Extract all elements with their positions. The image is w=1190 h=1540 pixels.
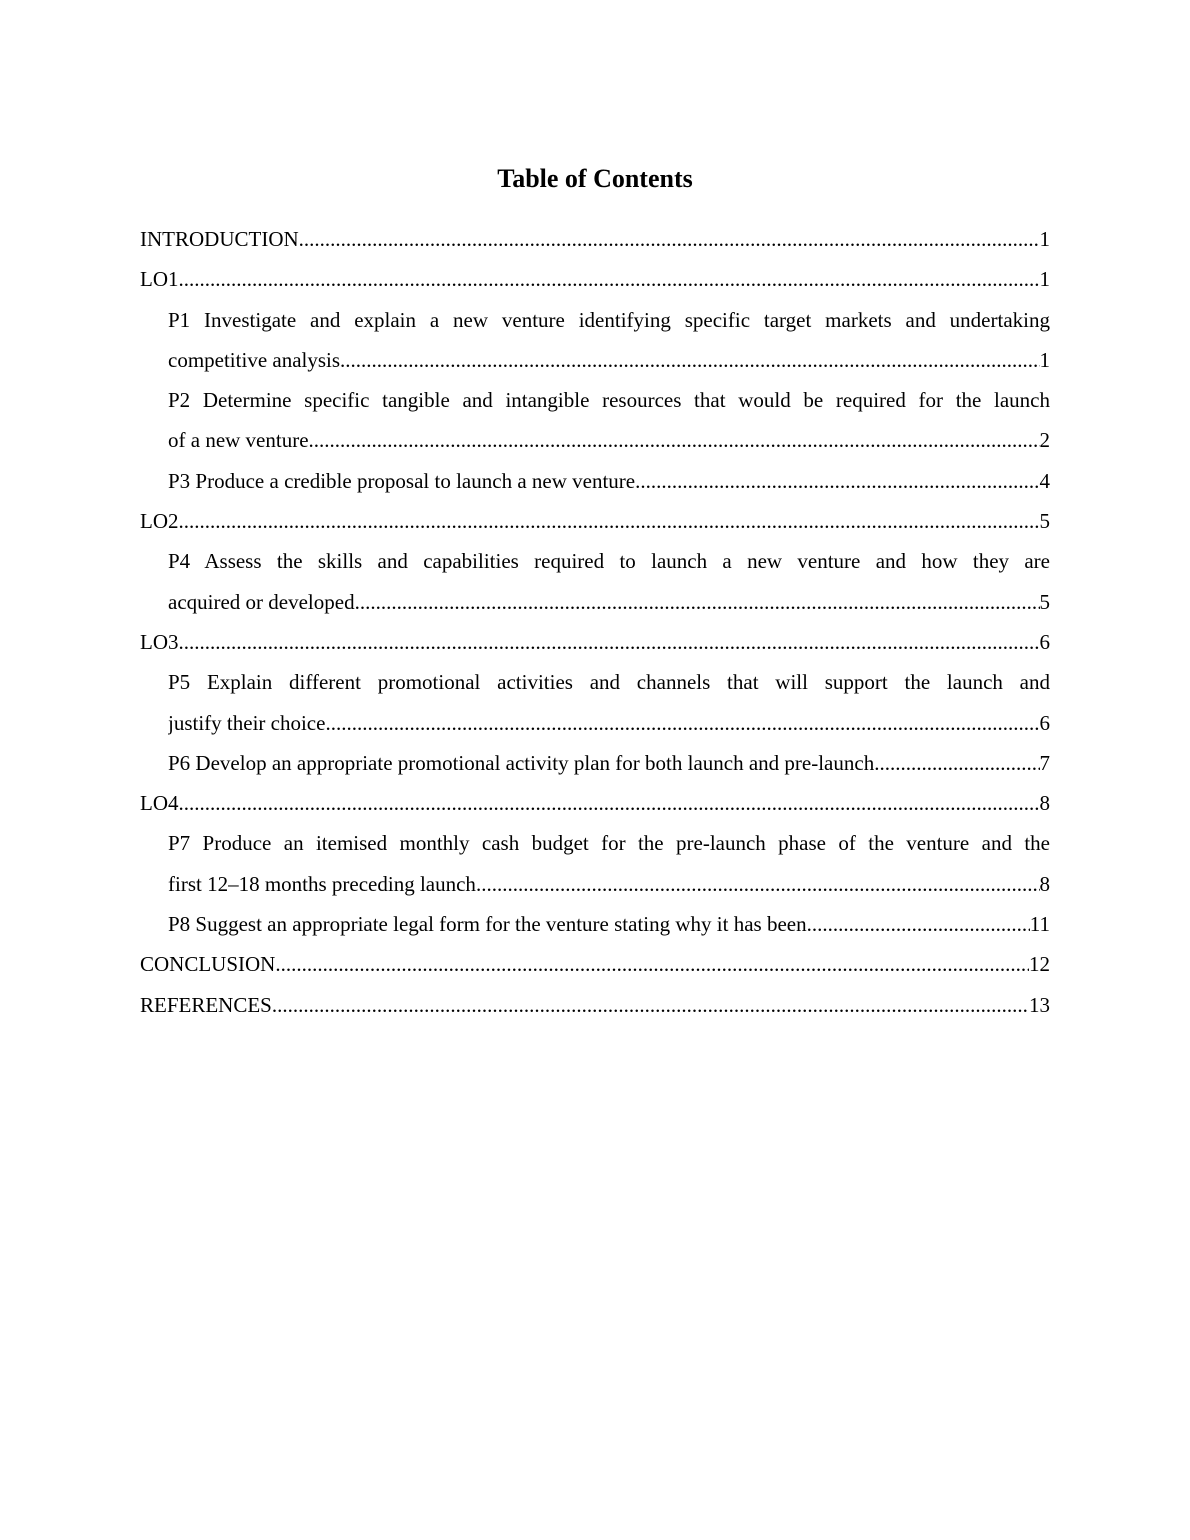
dot-leader	[325, 703, 1039, 743]
toc-page-number: 6	[1039, 629, 1050, 654]
dot-leader	[635, 461, 1039, 501]
toc-entry-label: LO2	[140, 509, 179, 534]
dot-leader	[355, 582, 1040, 622]
toc-entry-lo4[interactable]	[140, 783, 1050, 823]
dot-leader	[309, 420, 1040, 460]
toc-entry-p3[interactable]	[140, 461, 1050, 501]
toc-page-number: 5	[1039, 509, 1050, 534]
toc-entry-p8[interactable]	[140, 904, 1050, 944]
toc-entry-lo3[interactable]	[140, 622, 1050, 662]
toc-entry-references[interactable]	[140, 985, 1050, 1025]
toc-entry-label-line1: P5 Explain different promotional activities and channels that will support the launch and	[168, 670, 1050, 695]
dot-leader	[272, 985, 1029, 1025]
toc-page-number: 6	[1039, 710, 1050, 735]
toc-page-number: 1	[1039, 347, 1050, 372]
page-title: Table of Contents	[497, 164, 693, 193]
toc-entry-label: LO4	[140, 791, 179, 816]
toc-entry-p2[interactable]	[140, 380, 1050, 461]
toc-entry-label-line1: P7 Produce an itemised monthly cash budget for the pre-launch phase of the venture and the	[168, 831, 1050, 856]
toc-entry-p4[interactable]	[140, 541, 1050, 622]
dot-leader	[476, 864, 1040, 904]
toc-entry-label-line1: P2 Determine specific tangible and intangible resources that would be required for the launch	[168, 388, 1050, 413]
toc-entry-label: P6 Develop an appropriate promotional activity plan for both launch and pre-launch	[168, 750, 875, 775]
toc-entry-label: LO3	[140, 629, 179, 654]
toc-entry-label: CONCLUSION	[140, 952, 276, 977]
dot-leader	[340, 340, 1039, 380]
toc-entry-label-line2: competitive analysis	[168, 347, 341, 372]
toc-entry-label-line2: acquired or developed	[168, 589, 355, 614]
toc-page-number: 12	[1029, 952, 1050, 977]
toc-page-number: 8	[1039, 871, 1050, 896]
toc-page-number: 1	[1039, 227, 1050, 251]
toc-entry-lo2[interactable]	[140, 501, 1050, 541]
toc-entry-label: LO1	[140, 267, 179, 292]
toc-page-number: 13	[1029, 992, 1050, 1017]
toc-entry-lo1[interactable]	[140, 259, 1050, 299]
toc-page-number: 1	[1039, 267, 1050, 292]
toc-entry-p5[interactable]	[140, 662, 1050, 743]
toc-entry-label-line1: P4 Assess the skills and capabilities required to launch a new venture and how they are	[168, 549, 1050, 574]
toc-page-number: 2	[1039, 428, 1050, 453]
toc-entry-label: P8 Suggest an appropriate legal form for the venture stating why it has been	[168, 912, 807, 937]
toc-entry-p7[interactable]	[140, 823, 1050, 904]
toc-entry-label: INTRODUCTION	[140, 227, 299, 251]
toc-page-number: 7	[1039, 750, 1050, 775]
dot-leader	[179, 501, 1040, 541]
toc-page-number: 5	[1039, 589, 1050, 614]
toc-page-number: 4	[1039, 468, 1050, 493]
toc-entry-label: P3 Produce a credible proposal to launch a new venture	[168, 468, 636, 493]
toc-entry-p1[interactable]	[140, 300, 1050, 381]
toc-entry-label-line2: justify their choice	[168, 710, 326, 735]
dot-leader	[179, 783, 1040, 823]
dot-leader	[179, 259, 1040, 299]
toc-entry-introduction[interactable]	[140, 219, 1050, 259]
dot-leader	[275, 944, 1029, 984]
toc-entry-p6[interactable]	[140, 743, 1050, 783]
dot-leader	[299, 219, 1040, 259]
toc-page-number: 11	[1029, 912, 1050, 937]
toc-entry-label-line2: first 12–18 months preceding launch	[168, 871, 476, 896]
dot-leader	[874, 743, 1039, 783]
toc-entry-label-line1: P1 Investigate and explain a new venture identifying specific target markets and undertaking	[168, 307, 1050, 332]
toc-entry-label: REFERENCES	[140, 992, 272, 1017]
toc-page-number: 8	[1039, 791, 1050, 816]
toc-entry-label-line2: of a new venture	[168, 428, 309, 453]
toc-entry-conclusion[interactable]	[140, 944, 1050, 984]
dot-leader	[807, 904, 1030, 944]
table-of-contents	[140, 219, 1050, 1025]
dot-leader	[179, 622, 1040, 662]
